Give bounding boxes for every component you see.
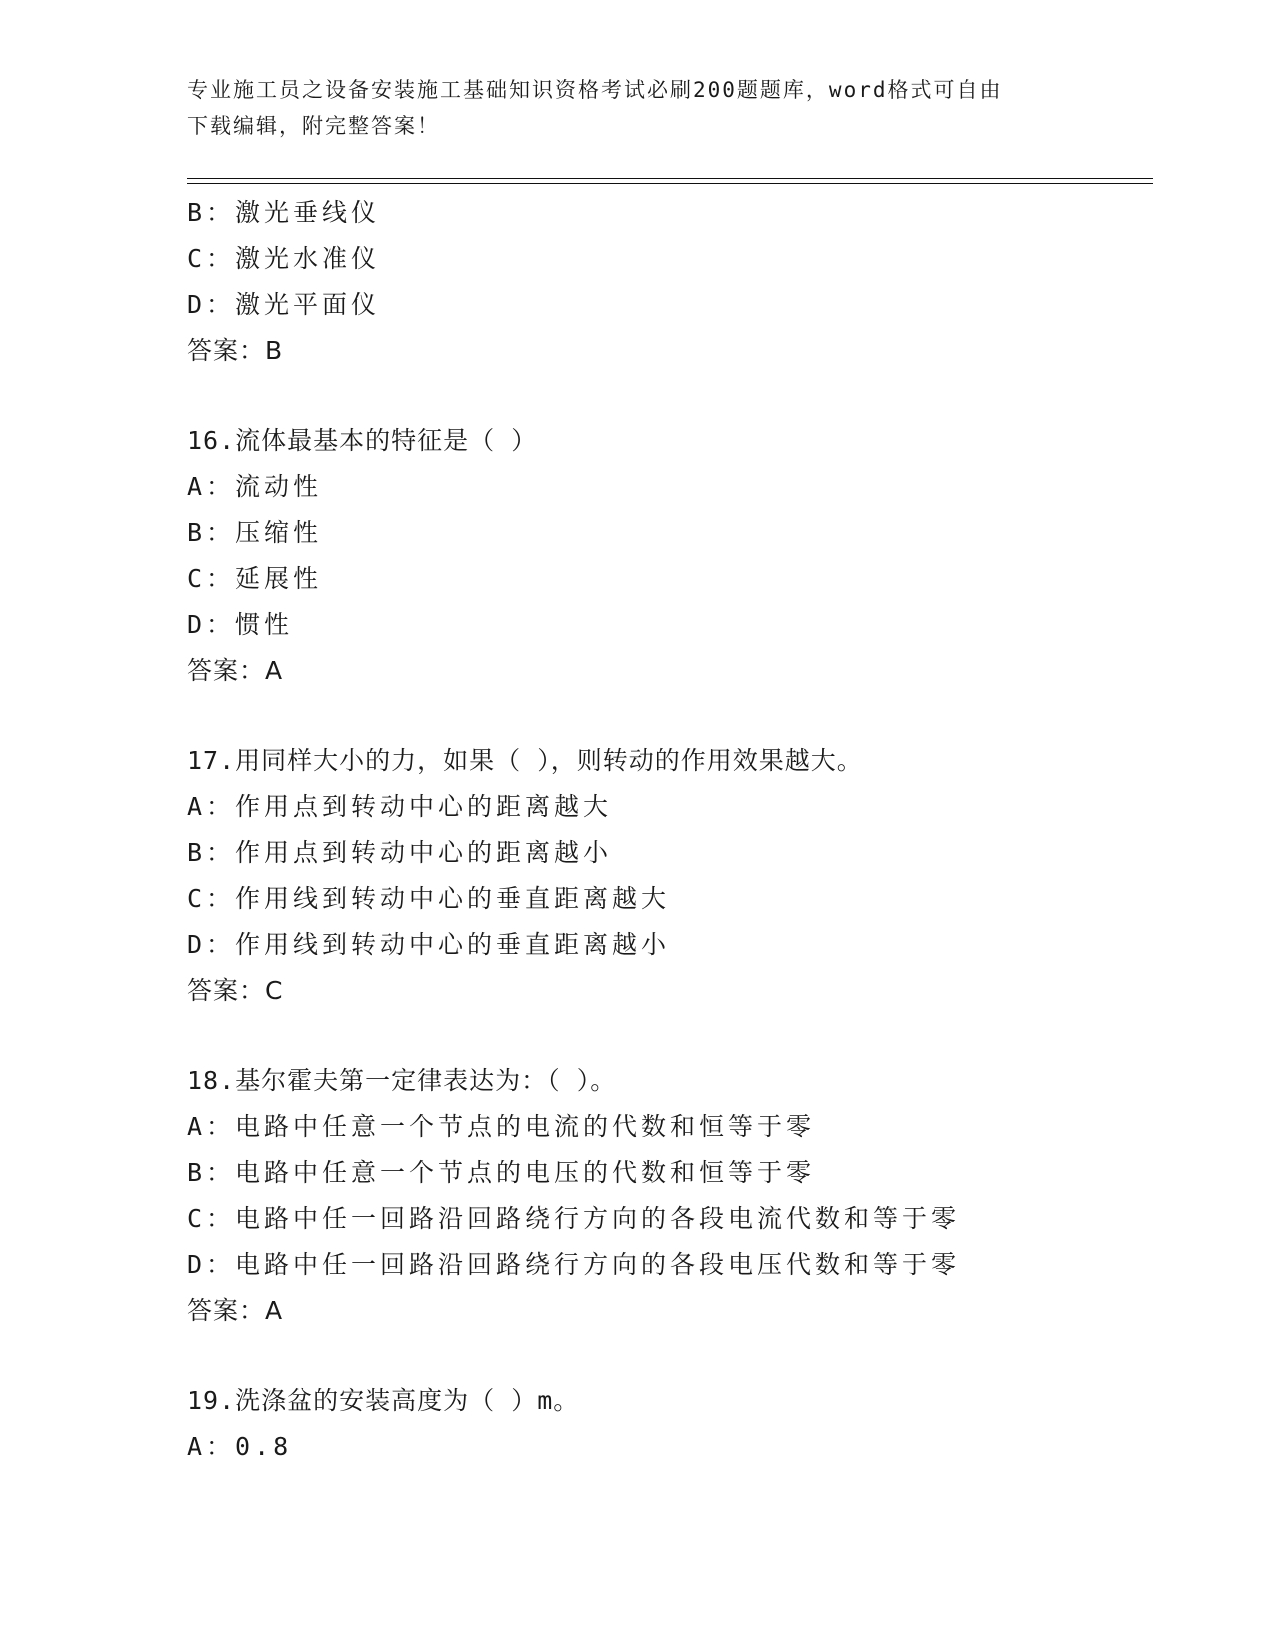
option-b: B：电路中任意一个节点的电压的代数和恒等于零 [187, 1158, 816, 1187]
question-stem: 19.洗涤盆的安装高度为（ ）m。 [187, 1386, 580, 1415]
header-divider-top [187, 178, 1153, 179]
question-block-15-continued [187, 190, 1153, 374]
option-b: B：压缩性 [187, 518, 323, 547]
question-block-16 [187, 418, 1153, 694]
option-c: C：电路中任一回路沿回路绕行方向的各段电流代数和等于零 [187, 1204, 961, 1233]
option-d: D：电路中任一回路沿回路绕行方向的各段电压代数和等于零 [187, 1250, 961, 1279]
header-divider-bottom [187, 183, 1153, 184]
option-b: B：激光垂线仪 [187, 198, 381, 227]
spacer [187, 374, 1153, 418]
question-list [187, 190, 1153, 1470]
question-block-18 [187, 1058, 1153, 1334]
spacer [187, 1334, 1153, 1378]
question-block-19 [187, 1378, 1153, 1470]
option-c: C：激光水准仪 [187, 244, 381, 273]
question-stem: 18.基尔霍夫第一定律表达为：（ ）。 [187, 1066, 617, 1095]
question-stem: 16.流体最基本的特征是（ ） [187, 426, 538, 455]
header-title-line-1: 专业施工员之设备安装施工基础知识资格考试必刷200题题库，word格式可自由 [187, 78, 1003, 102]
answer-line: 答案：A [187, 656, 284, 685]
answer-line: 答案：A [187, 1296, 284, 1325]
option-d: D：激光平面仪 [187, 290, 381, 319]
document-header [187, 72, 1067, 144]
option-b: B：作用点到转动中心的距离越小 [187, 838, 613, 867]
option-c: C：作用线到转动中心的垂直距离越大 [187, 884, 671, 913]
spacer [187, 1014, 1153, 1058]
option-a: A：电路中任意一个节点的电流的代数和恒等于零 [187, 1112, 816, 1141]
option-c: C：延展性 [187, 564, 323, 593]
header-title-line-2: 下载编辑，附完整答案！ [187, 114, 440, 138]
spacer [187, 694, 1153, 738]
option-a: A：流动性 [187, 472, 323, 501]
question-stem: 17.用同样大小的力，如果（ ），则转动的作用效果越大。 [187, 746, 863, 775]
option-a: A：作用点到转动中心的距离越大 [187, 792, 613, 821]
option-a: A：0.8 [187, 1432, 293, 1461]
option-d: D：惯性 [187, 610, 294, 639]
answer-line: 答案：B [187, 336, 284, 365]
answer-line: 答案：C [187, 976, 284, 1005]
option-d: D：作用线到转动中心的垂直距离越小 [187, 930, 671, 959]
question-block-17 [187, 738, 1153, 1014]
